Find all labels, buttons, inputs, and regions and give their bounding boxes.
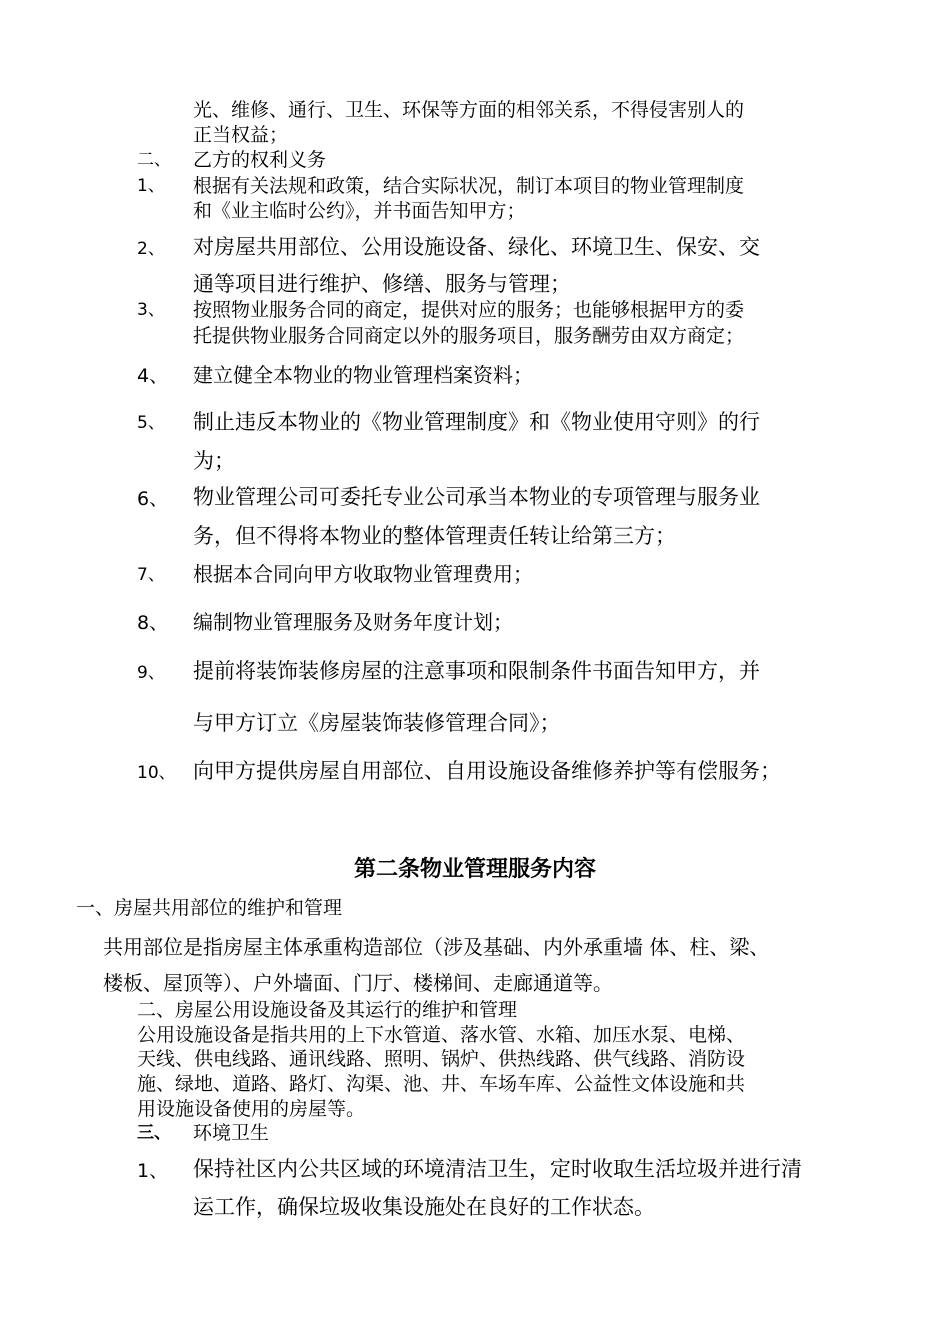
item-number: 6、 [137,488,169,510]
item-text: 编制物业管理服务及财务年度计划； [193,610,513,634]
part-text: 天线、供电线路、通讯线路、照明、锅炉、供热线路、供气线路、消防设 [137,1048,746,1070]
section-number: 二、 [137,150,171,170]
intro-line-2: 正当权益； [193,124,289,146]
item-number: 2、 [137,239,165,259]
item-text: 根据有关法规和政策，结合实际状况，制订本项目的物业管理制度 [193,175,745,197]
item-number: 1、 [137,1160,169,1182]
item-text: 对房屋共用部位、公用设施设备、绿化、环境卫生、保安、交 [193,235,760,259]
item-text: 为； [193,449,235,473]
item-text: 运工作，确保垃圾收集设施处在良好的工作状态。 [193,1195,655,1219]
part-number: 三、 [137,1123,171,1143]
item-text: 根据本合同向甲方收取物业管理费用； [193,562,533,586]
item-text: 通等项目进行维护、修缮、服务与管理； [193,272,571,296]
article-heading: 第二条物业管理服务内容 [353,856,596,882]
item-text: 和《业主临时公约》，并书面告知甲方； [193,200,526,222]
item-number: 9、 [137,663,165,683]
item-text: 与甲方订立《房屋装饰装修管理合同》； [193,711,561,735]
item-number: 1、 [137,176,165,196]
part-text: 共用部位是指房屋主体承重构造部位（涉及基础、内外承重墙 体、柱、梁、 [103,935,770,959]
item-number: 4、 [137,365,169,387]
item-text: 向甲方提供房屋自用部位、自用设施设备维修养护等有偿服务； [193,759,781,783]
item-text: 托提供物业服务合同商定以外的服务项目，服务酬劳由双方商定； [193,325,745,347]
item-number: 5、 [137,413,165,433]
item-text: 物业管理公司可委托专业公司承当本物业的专项管理与服务业 [193,485,760,509]
item-number: 3、 [137,300,165,320]
part-title: 环境卫生 [193,1122,270,1144]
part-title: 二、房屋公用设施设备及其运行的维护和管理 [137,999,518,1021]
part-text: 楼板、屋顶等）、户外墙面、门厅、楼梯间、走廊通道等。 [103,971,613,995]
part-text: 施、绿地、道路、路灯、沟渠、池、井、车场车库、公益性文体设施和共 [137,1073,746,1095]
item-number: 7、 [137,565,165,585]
part-title: 一、房屋共用部位的维护和管理 [76,897,343,919]
item-text: 务，但不得将本物业的整体管理责任转让给第三方； [193,524,676,548]
item-text: 提前将装饰装修房屋的注意事项和限制条件书面告知甲方，并 [193,659,760,683]
item-text: 制止违反本物业的《物业管理制度》和《物业使用守则》的行 [193,410,760,434]
item-number: 10、 [137,763,176,783]
item-text: 按照物业服务合同的商定，提供对应的服务；也能够根据甲方的委 [193,299,745,321]
intro-line-1: 光、维修、通行、卫生、环保等方面的相邻关系，不得侵害别人的 [193,99,745,121]
item-text: 保持社区内公共区域的环境清洁卫生，定时收取生活垃圾并进行清 [193,1157,802,1181]
item-number: 8、 [137,612,169,634]
part-text: 用设施设备使用的房屋等。 [137,1098,366,1120]
part-text: 公用设施设备是指共用的上下水管道、落水管、水箱、加压水泵、电梯、 [137,1024,746,1046]
item-text: 建立健全本物业的物业管理档案资料； [193,363,533,387]
section-title: 乙方的权利义务 [193,149,327,171]
